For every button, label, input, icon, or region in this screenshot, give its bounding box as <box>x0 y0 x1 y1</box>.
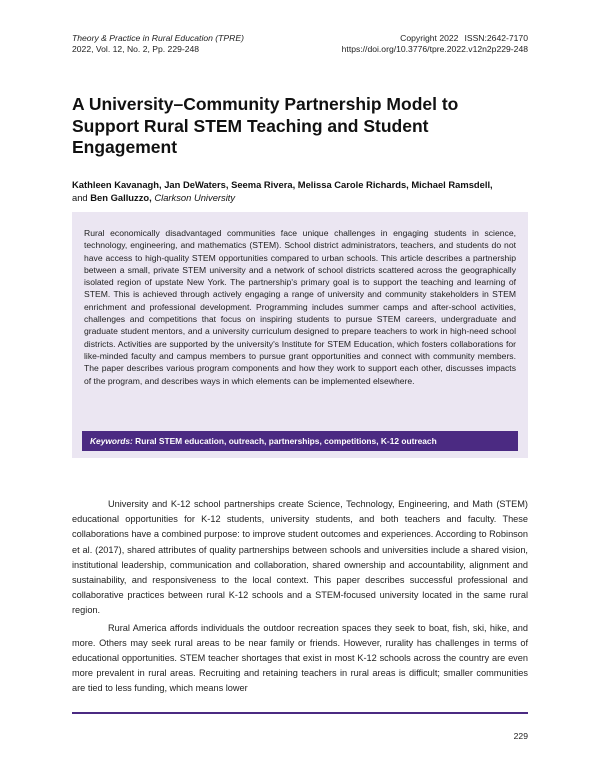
issn: ISSN:2642-7170 <box>464 33 528 43</box>
body-paragraph-1: University and K-12 school partnerships create Science, Technology, Engineering, and Math (STEM) educational opportunities for K-12 students, university students, and both teachers and faculty. These collaborations have a combined purpose: to improve student outcomes and experiences. According to Robinson et al. (2017), shared attributes of quality partnerships between schools and universities include a shared vision, institutional leadership, communication and collaboration, shared ownership and accountability, alignment and sustainability, and responsiveness to the local context. This paper describes successful professional and collaborative practices between rural K-12 schools and a STEM-focused university located in the same rural region. <box>72 499 528 616</box>
body-paragraph-2: Rural America affords individuals the outdoor recreation spaces they seek to boat, fish, ski, hike, and more. Others may seek rural areas to be near family or friends. However, rurality has challenges in terms of educational opportunities. STEM teacher shortages that exist in most K-12 schools across the country are even more prevalent in rural areas. Recruiting and retaining teachers in rural areas is difficult; smaller communities are tied to less funding, which means lower <box>72 622 528 694</box>
authors-line-1: Kathleen Kavanagh, Jan DeWaters, Seema Rivera, Melissa Carole Richards, Michael Ramsdell, <box>72 179 493 190</box>
affiliation: Clarkson University <box>154 192 236 204</box>
authors-last: Ben Galluzzo, <box>90 192 152 204</box>
page-number: 229 <box>513 731 528 741</box>
body-text <box>72 497 528 699</box>
journal-name: Theory & Practice in Rural Education (TPRE) <box>72 33 244 43</box>
author-list <box>72 178 532 205</box>
keywords-bar <box>82 431 518 451</box>
authors-and: and <box>72 192 88 204</box>
keywords-list: Rural STEM education, outreach, partnerships, competitions, K-12 outreach <box>135 436 437 446</box>
running-header-left <box>72 33 244 55</box>
keywords-label: Keywords: <box>90 436 133 446</box>
running-header-right <box>342 33 528 55</box>
volume-info: 2022, Vol. 12, No. 2, Pp. 229-248 <box>72 44 200 54</box>
footer-rule <box>72 712 528 714</box>
doi-link[interactable]: https://doi.org/10.3776/tpre.2022.v12n2p229-248 <box>341 44 528 54</box>
copyright: Copyright 2022 <box>400 33 459 43</box>
article-title: A University–Community Partnership Model to Support Rural STEM Teaching and Student Engagement <box>72 94 459 157</box>
abstract-box <box>72 212 528 458</box>
abstract-text: Rural economically disadvantaged communities face unique challenges in engaging students in science, technology, engineering, and mathematics (STEM). School district administrators, teachers, and students do not have access to high-quality STEM opportunities compared to urban schools. This article describes a partnership between a small, private STEM university and a network of school districts scattered across the geographically isolated region of upstate New York. The partnership's primary goal is to support the teaching and learning of STEM. This is achieved through actively engaging a range of university and community stakeholders in STEM enrichment and professional development. Programming includes summer camps and after-school activities, challenges and competitions that focus on inspiring students to pursue STEM careers, undergraduate and graduate student mentors, and a university curriculum designed to prepare teachers to work in high-need school districts. Activities are supported by the university's Institute for STEM Education, which fosters collaborations for like-minded faculty and campus members to pursue grant opportunities and connect with community members. The paper describes various program components and how they work to support each other, discusses impacts of the program, and describes ways in which elements can be implemented elsewhere. <box>84 228 516 386</box>
